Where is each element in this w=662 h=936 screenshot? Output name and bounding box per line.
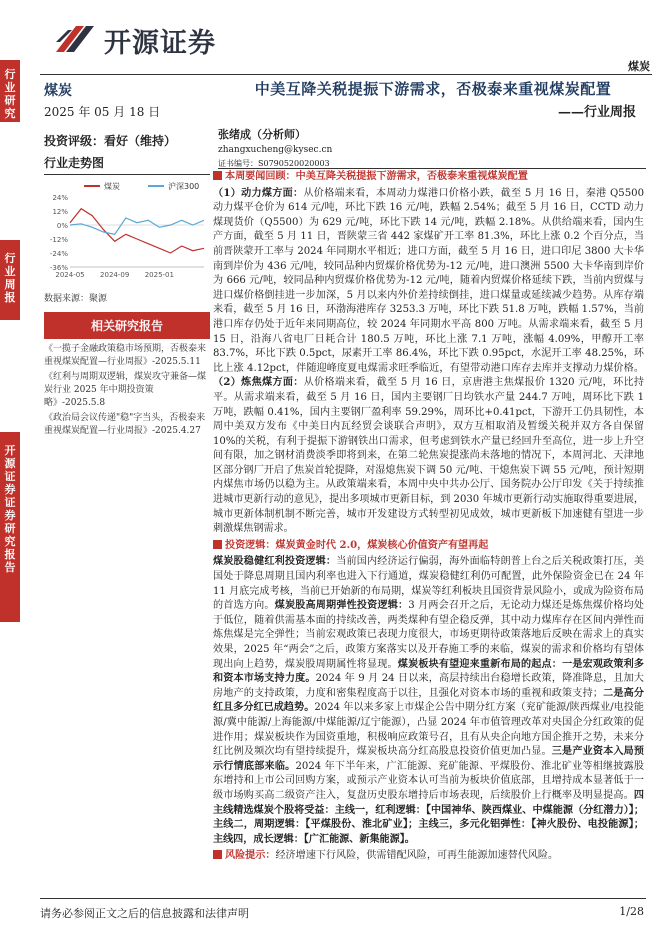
legend-label: 煤炭 — [104, 182, 120, 191]
header-divider — [40, 74, 652, 75]
section-heading: 本周要闻回顾：中美互降关税提振下游需求，否极泰来重视煤炭配置 — [213, 170, 644, 185]
report-date: 2025 年 05 月 18 日 — [44, 105, 161, 119]
author-block — [218, 126, 478, 169]
header-sector: 煤炭 — [628, 60, 650, 73]
siderail — [0, 60, 20, 936]
series-line-coal — [70, 209, 204, 253]
report-body — [213, 170, 644, 866]
sector-name: 煤炭 — [44, 83, 72, 99]
related-reports-list — [44, 343, 210, 438]
author-cert: 证书编号：S0790520020003 — [218, 159, 330, 168]
footer-divider — [40, 898, 646, 899]
bullet-icon — [213, 171, 222, 180]
rail-label-brand: 开源证券证券研究报告 — [4, 444, 16, 574]
y-tick-label: 12% — [52, 208, 68, 216]
rail-label-weekly: 行业周报 — [4, 252, 16, 304]
logo — [52, 20, 216, 60]
paragraph-thermal-coal: （1）动力煤方面：从价格端来看，本周动力煤港口价格小跌，截至 5 月 16 日，秦港 Q5500 动力煤平仓价为 614 元/吨，环比下跌 16 元/吨，跌幅 2.54%；截至 5 月 16 日，CCTD 动力煤现货价（Q5500）为 629 元/吨，环比下跌 14 元/吨，跌幅 2.18%。从供给端来看，国内生产方面，截至 5 月 11 日，晋陕蒙三省 442 家煤矿开工率 81.3%，环比上涨 0.2 个百分点，当前晋陕蒙开工率与 2024 年同期水平相近；进口方面，截至 5 月 16 日，进口印尼 3800 大卡华南到岸价为 436 元/吨，较同品种内贸煤价格优势为-12 元/吨，进口澳洲 5500 大卡华南到岸价为 666 元/吨，较同品种内贸煤价格优势为-12 元/吨，随着内贸煤价格延续下跌，当前内贸煤与进口煤价格倒挂进一步加深，5 月以来内外价差持续倒挂，进口煤量或延续减少趋势。从库存端来看，截至 5 月 16 日，环渤海港库存 3253.3 万吨，环比下跌 51.8 万吨，跌幅 1.57%，当前港口库存仍处于近年来同期高位，较 2024 年同期水平高 800 万吨。从需求端来看，截至 5 月 15 日，沿海八省电厂日耗合计 180.5 万吨，环比上涨 7.1 万吨，涨幅 4.09%，甲醇开工率 83.7%，环比下跌 0.5pct，尿素开工率 86.4%，环比下跌 0.95pct，水泥开工率 48.25%，环比上涨 4.12pct，伴随迎峰度夏电煤需求旺季临近，有望带动港口库存去库并支撑动力煤价格。（2）炼焦煤方面：从价格端来看，截至 5 月 16 日，京唐港主焦煤报价 1320 元/吨，环比持平。从需求端来看，截至 5 月 16 日，国内主要钢厂日均铁水产量 244.7 万吨，周环比下跌 1 万吨，跌幅 0.41%，国内主要钢厂盈利率 59.29%，周环比+0.41pct，下游开工仍具韧性，本周中美双方发布《中美日内瓦经贸会谈联合声明》，双方互相取消及暂缓关税并双方各自保留 10%的关税，有利于提振下游钢铁出口需求，但考虑到铁水产量已经回升至高位，进一步上升空间有限，加之钢材消费淡季即将到来，在第二轮焦炭提涨尚未落地的情况下，本周河北、天津地区部分钢厂开启了焦炭首轮提降，对湿熄焦炭下调 50 元/吨、干熄焦炭下调 55 元/吨，预计短期内煤焦市场仍以稳为主。从政策端来看，本周中央中共办公厅、国务院办公厅印发《关于持续推进城市更新行动的意见》，提出多项城市更新目标，到 2030 年城市更新行动实施取得重要进展，城市更新体制机制不断完善，城市开发建设方式转型初见成效，城市更新板下加速健有望进一步刺激煤焦钢需求。 — [213, 187, 644, 535]
report-subtitle: ——行业周报 — [557, 105, 636, 120]
x-tick-label: 2024-09 — [100, 271, 130, 279]
related-report-item[interactable]: 《红利与周期双逻辑，煤炭攻守兼备—煤炭行业 2025 年中期投资策略》-2025.5.8 — [44, 372, 207, 408]
logo-mark-icon — [52, 22, 98, 58]
x-tick-label: 2025-01 — [144, 271, 174, 279]
related-report-item[interactable]: 《一揽子金融政策稳市场预期，否极泰来重视煤炭配置—行业周报》-2025.5.11 — [44, 344, 207, 367]
series-line-csi300 — [70, 218, 204, 234]
related-report-item[interactable]: 《政治局会议传递"稳"字当头，否极泰来重视煤炭配置—行业周报》-2025.4.27 — [44, 413, 206, 436]
paragraph-investment-logic: 煤炭股稳健红利投资逻辑：当前国内经济运行偏弱，海外面临特朗普上台之后关税政策打压，美国处于降息周期且国内利率也进入下行通道，煤炭稳健红利仍可配置，此外保险资金已在 24 年 11 月底完成考核，当前已开始新的布局期，煤炭等红利板块且国资背景风险小，或成为险资布局的首选方向。煤炭股高周期弹性投资逻辑：3 月两会召开之后，无论动力煤还是炼焦煤价格均处于低位，随着供需基本面的持续改善，两类煤种有望企稳反弹，其中动力煤库存在区间内弹性而炼焦煤是完全弹性；当前宏观政策已表现力度很大，市场更期待政策落地后反映在需求上的真实效果，2025 年“两会”之后，政策方案落实以及开春施工季的来临，煤炭的需求和价格均有望体现出向上趋势，煤炭股周期属性将显现。煤炭板块有望迎来重新布局的起点：一是宏观政策利多和资本市场支持力度。2024 年 9 月 24 日以来，高层持续出台稳增长政策，降准降息，且加大房地产的支持政策，力度和密集程度高于以往，且强化对资本市场的重视和政策支持；二是高分红且多分红已成趋势。2024 年以来多家上市煤企公告中期分红方案（兖矿能源/陕西煤业/电投能源/冀中能源/上海能源/中煤能源/辽宁能源），凸显 2024 年市值管理改革对央国企分红政策的促进作用；煤炭板块作为国资重地，积极响应政策号召，且有从央企向地方国企推开之势，未来分红比例及频次均有望持续提升，煤炭板块高分红高股息投资价值更加凸显。三是产业资本入局预示行情底部来临。2024 年下半年来，广汇能源、兖矿能源、平煤股份、淮北矿业等相继披露股东增持和上市公司回购方案，或预示产业资本认可当前为板块价值底部，且增持成本显著低于一级市场购买高二级资产注入，复盘历史股东增持后市场表现，后续股价上行概率及明显提高。四主线精选煤炭个股将受益：主线一，红利逻辑：【中国神华、陕西煤业、中煤能源（分红潜力）】；主线二，周期逻辑：【平煤股份、淮北矿业】；主线三，多元化铝弹性：【神火股份、电投能源】；主线四，成长逻辑：【广汇能源、新集能源】。 — [213, 556, 645, 845]
chart-source: 数据来源：聚源 — [44, 294, 108, 304]
related-reports-header: 相关研究报告 — [44, 312, 210, 339]
x-tick-label: 2024-05 — [55, 271, 85, 279]
risk-warning: 风险提示：经济增速下行风险，供需错配风险，可再生能源加速替代风险。 — [213, 849, 644, 864]
investment-rating: 投资评级：看好（维持） — [44, 134, 177, 148]
bullet-icon — [213, 850, 222, 859]
report-title: 中美互降关税提振下游需求，否极泰来重视煤炭配置 — [254, 80, 612, 98]
author-divider — [218, 168, 646, 169]
legend-label: 沪深300 — [168, 182, 200, 191]
bullet-icon — [213, 540, 222, 549]
y-tick-label: -24% — [49, 250, 68, 258]
logo-text: 开源证券 — [104, 27, 216, 59]
y-tick-label: 24% — [52, 194, 68, 202]
trend-chart — [44, 179, 210, 291]
left-column — [44, 80, 210, 440]
author-name: 张绪成（分析师） — [218, 128, 306, 141]
rail-label-research: 行业研究 — [4, 68, 16, 120]
y-tick-label: 0% — [56, 222, 68, 230]
trend-title: 行业走势图 — [44, 154, 210, 175]
author-email[interactable]: zhangxucheng@kysec.cn — [218, 145, 333, 155]
footer-disclaimer: 请务必参阅正文之后的信息披露和法律声明 — [40, 907, 249, 920]
y-tick-label: -36% — [49, 264, 68, 272]
section-heading: 投资逻辑：煤炭黄金时代 2.0，煤炭核心价值资产有望再起 — [213, 539, 644, 554]
page-number: 1/28 — [619, 905, 644, 918]
trend-chart-svg — [44, 179, 210, 287]
y-tick-label: -12% — [49, 236, 68, 244]
